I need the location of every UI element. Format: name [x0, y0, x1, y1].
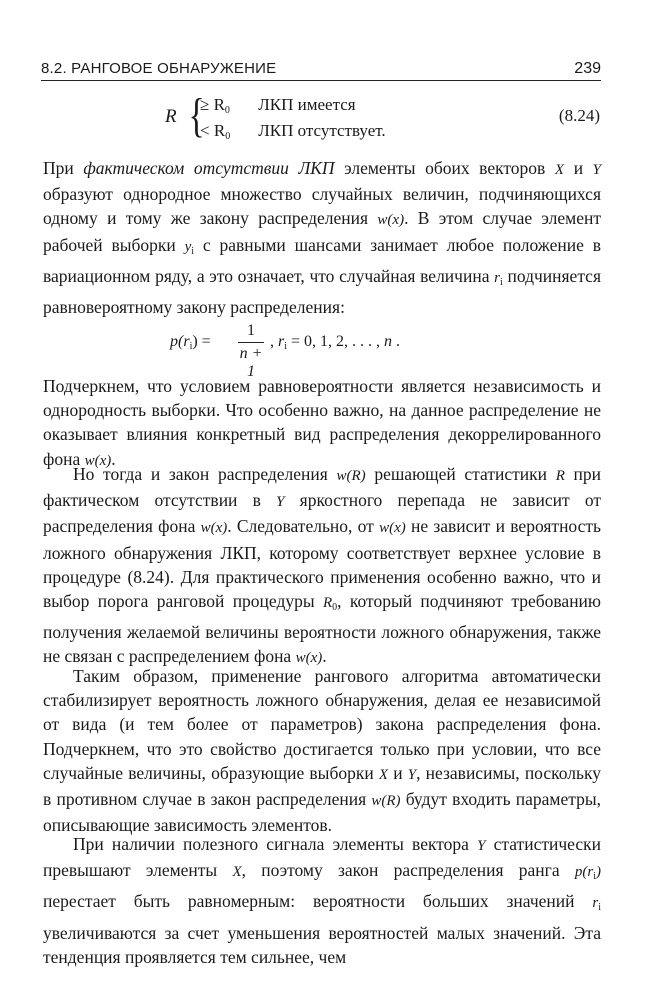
- formula2-lhs: $p(r_i)$ =: [170, 333, 211, 352]
- formula-condition-2: ЛКП отсутствует.: [258, 121, 386, 140]
- formula-uniform-distribution: [170, 322, 470, 380]
- paragraph-4: Таким образом, применение рангового алгоритма автоматически стабилизирует вероятность ложного обнаружения, делая ее независимой от вида (и тем более от параметров) закона распределения фона. Подчеркнем, что это свойство достигается только при условии, что все случайные величины, образующие выборки X и Y, независимы, поскольку в противном случае в закон распределения w(R) будут входить параметры, описывающие зависимость элементов.: [43, 666, 601, 836]
- formula-brace: {: [188, 89, 205, 142]
- formula-compare-1: ≥ $R_0$: [200, 95, 230, 116]
- formula-condition-1: ЛКП имеется: [258, 95, 356, 114]
- equation-number: (8.24): [558, 106, 600, 125]
- paragraph-3: Но тогда и закон распределения w(R) решающей статистики R при фактическом отсутствии в Y яркостного перепада не зависит от распределения фона w(x). Следовательно, от w(x) не зависит и вероятность ложного обнаружения ЛКП, которому соответствует верхнее условие в процедуре (8.24). Для практического применения особенно важно, что и выбор порога ранговой процедуры $R_0$, который подчиняют требованию получения желаемой величины вероятности ложного обнаружения, также не связан с распределением фона w(x).: [43, 464, 602, 667]
- formula2-fraction: 1 n + 1: [239, 322, 263, 380]
- formula-row-2: [200, 121, 386, 142]
- paragraph-2: Подчеркнем, что условием равновероятности является независимость и однородность выборки. Что особенно важно, на данное распределение не оказывает влияния конкретный вид распределения декоррелированного фона w(x).: [43, 376, 601, 469]
- section-title: 8.2. РАНГОВОЕ ОБНАРУЖЕНИЕ: [41, 60, 277, 77]
- formula-compare-2: < $R_0$: [200, 121, 231, 142]
- page-number: 239: [574, 60, 601, 77]
- formula2-rhs: , $r_i = 0$, 1, 2, . . . , n .: [270, 333, 401, 352]
- running-header: [41, 58, 601, 81]
- formula-8-24: [160, 89, 600, 148]
- formula-lhs: R: [165, 106, 177, 127]
- paragraph-5: При наличии полезного сигнала элементы вектора Y статистически превышают элементы X, поэтому закон распределения ранга $p(r_i)$ перестает быть равномерным: вероятности больших значений $r_i$ увеличиваются за счет уменьшения вероятностей малых значений. Эта тенденция проявляется тем сильнее, чем: [43, 834, 601, 967]
- emphasis: фактическом отсутствии ЛКП: [83, 158, 335, 178]
- formula-row-1: [200, 95, 356, 116]
- paragraph-1: При фактическом отсутствии ЛКП элементы обоих векторов X и Y образуют однородное множество случайных величин, подчиняющихся одному и тому же закону распределения w(x). В этом случае элемент рабочей выборки $y_i$ с равными шансами занимает любое положение в вариационном ряду, а это означает, что случайная величина $r_i$ подчиняется равновероятному закону распределения:: [43, 158, 602, 318]
